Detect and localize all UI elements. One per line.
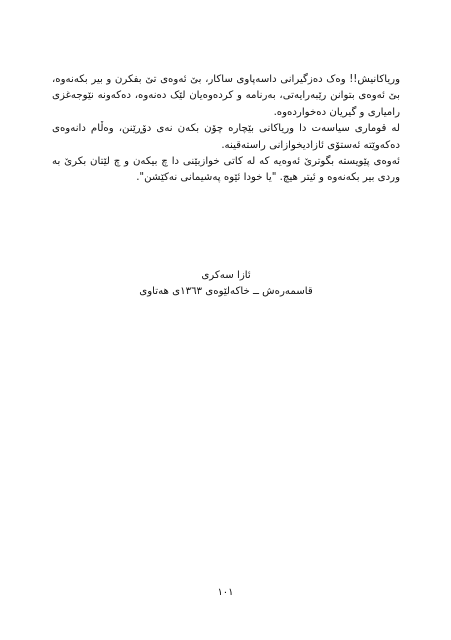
paragraph-3: ئەوەی پێویستە بگوترێ ئەوەیە کە لە کاتی خوازبێنی دا چ بیکەن و چ لێتان بکرێ بە وردی بیر بکەنەوە و ئیتر هیچ. "یا خودا ئێوە پەشیمانی نەکێشن". [52,156,400,184]
body-text [52,72,400,187]
place-date: قاسمەرەش ــ خاکەلێوەی ١٣٦٣ی هەتاوی [139,286,313,298]
paragraph-2: لە قوماری سیاسەت دا وریاکانی بێچارە چۆن بکەن نەی دۆڕێنن، وەڵام دانەوەی دەکەوێتە ئەستۆی ئازادیخوازانی راستەقینە. [52,123,400,151]
paragraph-1: ورياكانيش!! وەک دەزگيرانی داسەپاوی ساکار، بێ ئەوەی تێ بفکرن و بیر بکەنەوە، بێ ئەوەی بتوانن رێبەرایەتی، بەرنامە و کردەوەیان لێک دەنەوە، دەکەونە نێوجەغزی رامیاری و گیریان دەخواردەوە. [52,74,400,118]
page-number: ١٠١ [217,587,234,598]
author-name: ئازا سەکری [201,270,251,281]
signature-block [52,268,400,301]
